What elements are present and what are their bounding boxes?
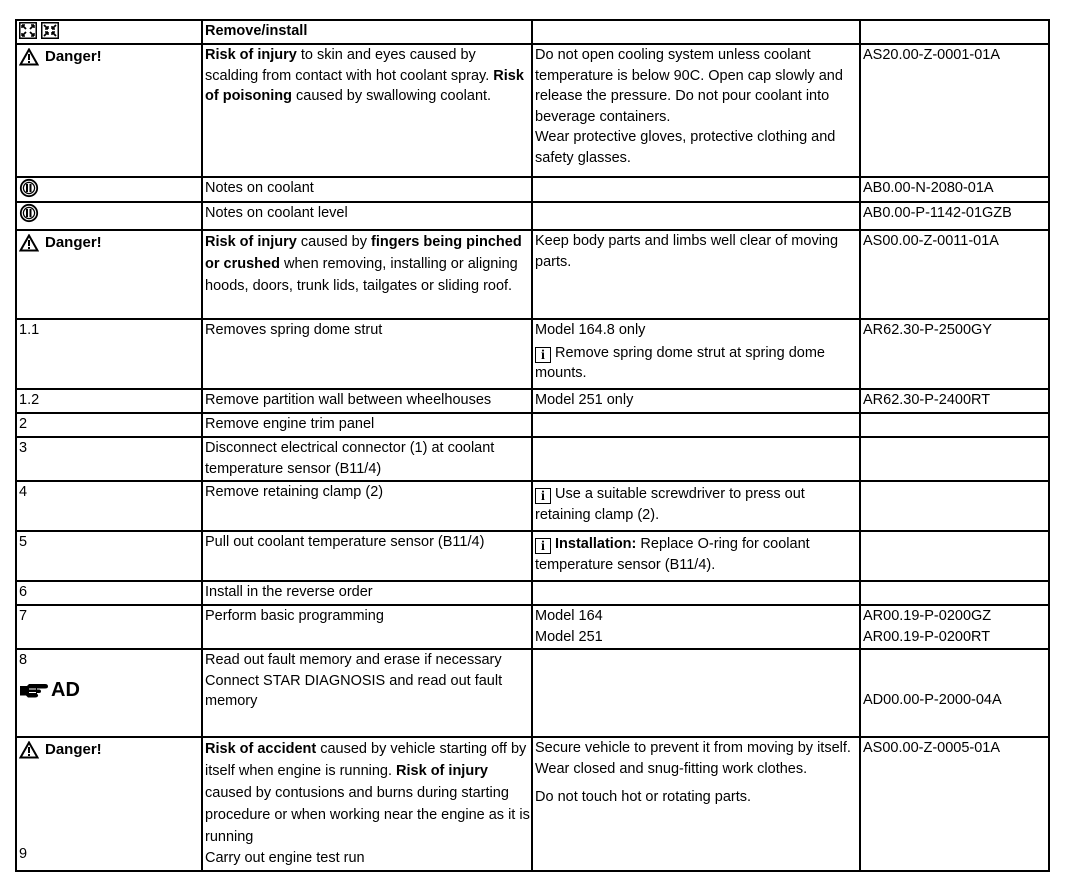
reference-link[interactable]: AR00.19-P-0200RT bbox=[863, 628, 991, 645]
danger-row bbox=[16, 230, 1049, 319]
step-row bbox=[16, 531, 1049, 581]
pointing-hand-icon bbox=[19, 681, 49, 699]
install-tool-icon bbox=[41, 22, 59, 39]
note-icon-cell bbox=[16, 202, 202, 230]
note-row bbox=[16, 202, 1049, 230]
step-description: Disconnect electrical connector (1) at coolant temperature sensor (B11/4) bbox=[202, 437, 532, 481]
step-row bbox=[16, 413, 1049, 437]
step-description: Carry out engine test run bbox=[205, 850, 365, 866]
header-empty-ref bbox=[860, 20, 1049, 44]
info-icon: i bbox=[535, 538, 551, 554]
step-remark: i Use a suitable screwdriver to press out retaining clamp (2). bbox=[532, 481, 860, 531]
step-description: Perform basic programming bbox=[202, 605, 532, 649]
reference-link[interactable]: AR00.19-P-0200GZ bbox=[863, 608, 992, 624]
remove-tool-icon bbox=[19, 22, 37, 39]
step-description: Remove engine trim panel bbox=[202, 413, 532, 437]
reference-link[interactable]: AR62.30-P-2400RT bbox=[860, 389, 1049, 413]
danger-label-cell bbox=[16, 737, 202, 871]
step-description: Install in the reverse order bbox=[202, 581, 532, 605]
step-remark: Model 251 only bbox=[532, 389, 860, 413]
reference-link[interactable]: AD00.00-P-2000-04A bbox=[863, 691, 1002, 708]
step-number: 1.2 bbox=[16, 389, 202, 413]
note-description: Notes on coolant level bbox=[202, 202, 532, 230]
step-row bbox=[16, 319, 1049, 389]
step-row bbox=[16, 389, 1049, 413]
step-number: 3 bbox=[16, 437, 202, 481]
reference-link[interactable]: AR62.30-P-2500GY bbox=[860, 319, 1049, 389]
reference-link[interactable]: AS00.00-Z-0011-01A bbox=[860, 230, 1049, 319]
warning-triangle-icon bbox=[19, 741, 39, 759]
header-icon-cell bbox=[16, 20, 202, 44]
step-row bbox=[16, 581, 1049, 605]
reference-cell bbox=[860, 649, 1049, 737]
step-remark: Model 164.8 only i Remove spring dome strut at spring dome mounts. bbox=[532, 319, 860, 389]
info-icon: i bbox=[535, 488, 551, 504]
step-number: 4 bbox=[16, 481, 202, 531]
danger-label: Danger! bbox=[45, 741, 102, 758]
danger-label-cell bbox=[16, 230, 202, 319]
danger-row bbox=[16, 737, 1049, 871]
reference-link[interactable]: AB0.00-N-2080-01A bbox=[860, 177, 1049, 202]
danger-label: Danger! bbox=[45, 234, 102, 251]
ad-label: AD bbox=[51, 678, 80, 701]
reference-cell bbox=[860, 605, 1049, 649]
step-number: 9 bbox=[19, 845, 28, 862]
danger-description: Risk of accident caused by vehicle starting off by itself when engine is running. Risk of injury caused by contusions and burns during starting procedure or when working near the engine as it is running Carry out engine test run bbox=[202, 737, 532, 871]
reference-link[interactable]: AS20.00-Z-0001-01A bbox=[860, 44, 1049, 177]
step-row bbox=[16, 481, 1049, 531]
danger-description: Risk of injury to skin and eyes caused by scalding from contact with hot coolant spray. Risk of poisoning caused by swallowing coolant. bbox=[202, 44, 532, 177]
step-number: 7 bbox=[16, 605, 202, 649]
note-description: Notes on coolant bbox=[202, 177, 532, 202]
header-title: Remove/install bbox=[202, 20, 532, 44]
step-description: Read out fault memory and erase if necessary Connect STAR DIAGNOSIS and read out fault memory bbox=[202, 649, 532, 737]
step-row bbox=[16, 649, 1049, 737]
step-remark: Model 164 Model 251 bbox=[532, 605, 860, 649]
note-empty-remark bbox=[532, 202, 860, 230]
step-description: Removes spring dome strut bbox=[202, 319, 532, 389]
warning-triangle-icon bbox=[19, 234, 39, 252]
danger-remark: Do not open cooling system unless coolant temperature is below 90C. Open cap slowly and release the pressure. Do not pour coolant into beverage containers. Wear protective gloves, protective clothing and safety glasses. bbox=[532, 44, 860, 177]
procedure-table bbox=[15, 19, 1050, 872]
reference-link[interactable]: AB0.00-P-1142-01GZB bbox=[860, 202, 1049, 230]
step-number-cell bbox=[16, 649, 202, 737]
note-icon-cell bbox=[16, 177, 202, 202]
danger-remark: Keep body parts and limbs well clear of moving parts. bbox=[532, 230, 860, 319]
header-empty-remark bbox=[532, 20, 860, 44]
danger-description: Risk of injury caused by fingers being pinched or crushed when removing, installing or aligning hoods, doors, trunk lids, tailgates or sliding roof. bbox=[202, 230, 532, 319]
danger-row bbox=[16, 44, 1049, 177]
step-number: 1.1 bbox=[16, 319, 202, 389]
header-row bbox=[16, 20, 1049, 44]
note-icon bbox=[19, 203, 39, 223]
note-row bbox=[16, 177, 1049, 202]
note-icon bbox=[19, 178, 39, 198]
step-number: 8 bbox=[19, 652, 28, 668]
note-empty-remark bbox=[532, 177, 860, 202]
step-number: 2 bbox=[16, 413, 202, 437]
danger-label: Danger! bbox=[45, 48, 102, 65]
warning-triangle-icon bbox=[19, 48, 39, 66]
step-description: Remove partition wall between wheelhouses bbox=[202, 389, 532, 413]
step-remark: i Installation: Replace O-ring for coolant temperature sensor (B11/4). bbox=[532, 531, 860, 581]
danger-label-cell bbox=[16, 44, 202, 177]
reference-link[interactable]: AS00.00-Z-0005-01A bbox=[860, 737, 1049, 871]
info-icon: i bbox=[535, 347, 551, 363]
danger-remark: Secure vehicle to prevent it from moving by itself. Wear closed and snug-fitting work clothes. Do not touch hot or rotating parts. bbox=[532, 737, 860, 871]
step-number: 6 bbox=[16, 581, 202, 605]
step-description: Remove retaining clamp (2) bbox=[202, 481, 532, 531]
step-row bbox=[16, 437, 1049, 481]
step-description: Pull out coolant temperature sensor (B11/4) bbox=[202, 531, 532, 581]
step-number: 5 bbox=[16, 531, 202, 581]
step-row bbox=[16, 605, 1049, 649]
